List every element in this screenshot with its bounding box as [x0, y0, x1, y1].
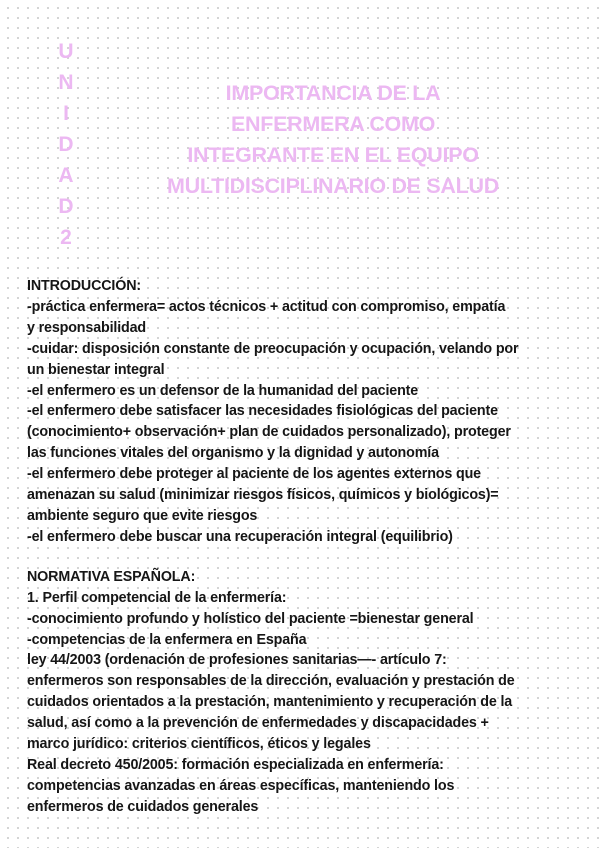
- normativa-line: -competencias de la enfermera en España: [27, 631, 307, 648]
- unit-letter: I: [63, 102, 69, 125]
- introduccion-line: un bienestar integral: [27, 361, 165, 378]
- normativa-line: enfermeros son responsables de la dirección, evaluación y prestación de: [27, 673, 515, 690]
- normativa-line: ley 44/2003 (ordenación de profesiones sanitarias—- artículo 7:: [27, 652, 447, 669]
- normativa-line: cuidados orientados a la prestación, mantenimiento y recuperación de la: [27, 694, 513, 711]
- unit-letter: U: [58, 40, 74, 63]
- normativa-line: Real decreto 450/2005: formación especializada en enfermería:: [27, 756, 444, 773]
- introduccion-line: -el enfermero debe satisfacer las necesidades fisiológicas del paciente: [27, 403, 498, 420]
- unit-letter: N: [58, 71, 74, 94]
- introduccion-line: -cuidar: disposición constante de preocupación y ocupación, velando por: [27, 340, 519, 357]
- introduccion-line: amenazan su salud (minimizar riesgos físicos, químicos y biológicos)=: [27, 487, 499, 504]
- normativa-line: -conocimiento profundo y holístico del paciente =bienestar general: [27, 610, 474, 627]
- normativa-line: competencias avanzadas en áreas específicas, manteniendo los: [27, 777, 455, 794]
- normativa-line: 1. Perfil competencial de la enfermería:: [27, 589, 287, 606]
- title-line: INTEGRANTE EN EL EQUIPO: [187, 143, 479, 167]
- introduccion-line: -el enfermero debe buscar una recuperación integral (equilibrio): [27, 528, 453, 545]
- introduccion-line: y responsabilidad: [27, 319, 147, 336]
- title-line: IMPORTANCIA DE LA: [225, 81, 441, 105]
- unit-letter: D: [58, 133, 74, 156]
- introduccion-line: (conocimiento+ observación+ plan de cuidados personalizado), proteger: [27, 424, 511, 441]
- introduccion-line: -práctica enfermera= actos técnicos + actitud con compromiso, empatía: [27, 298, 506, 315]
- title-line: MULTIDISCIPLINARIO DE SALUD: [167, 174, 499, 198]
- normativa-heading: NORMATIVA ESPAÑOLA:: [27, 568, 196, 585]
- introduccion-line: -el enfermero debe proteger al paciente de los agentes externos que: [27, 466, 481, 483]
- section-spacer: [27, 548, 587, 567]
- notes-body: [27, 276, 587, 818]
- normativa-line: marco jurídico: criterios científicos, éticos y legales: [27, 736, 371, 753]
- page-title: [118, 78, 548, 202]
- introduccion-line: las funciones vitales del organismo y la dignidad y autonomía: [27, 445, 439, 462]
- introduccion-line: -el enfermero es un defensor de la humanidad del paciente: [27, 382, 419, 399]
- unit-letter: D: [58, 195, 74, 218]
- unit-letter: 2: [60, 226, 72, 249]
- introduccion-line: ambiente seguro que evite riesgos: [27, 507, 258, 524]
- unit-letter: A: [58, 164, 74, 187]
- title-line: ENFERMERA COMO: [230, 112, 436, 136]
- unit-label-vertical: [56, 36, 76, 253]
- normativa-line: enfermeros de cuidados generales: [27, 798, 259, 815]
- normativa-line: salud, así como a la prevención de enfermedades y discapacidades +: [27, 715, 489, 732]
- introduccion-heading: INTRODUCCIÓN:: [27, 278, 142, 294]
